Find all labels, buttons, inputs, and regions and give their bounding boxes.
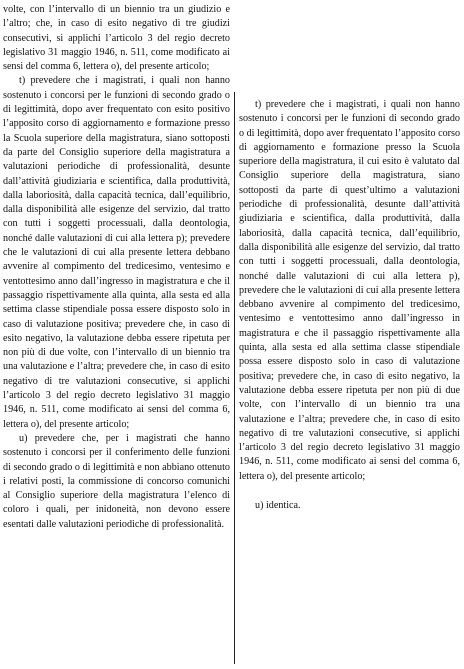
column-divider: [234, 92, 235, 664]
right-column: [239, 98, 460, 513]
right-paragraph-2: u) identica.: [255, 500, 301, 512]
left-column: [3, 3, 230, 532]
left-paragraph-2: t) prevedere che i magistrati, i quali non hanno sostenuto i concorsi per le funzioni di secondo grado o di legittimità, dopo aver frequentato con esito positivo l’apposito corso di aggiornamento e formazione presso la Scuola superiore della magistratura, siano sottoposti da parte del Consiglio superiore della magistratura a valutazioni periodiche di professionalità, desunte dall’attività giudiziaria e scientifica, dalla produttività, dalla laboriosità, dalla capacità tecnica, dall’equilibrio, dalla disponibilità alle esigenze del servizio, dal tratto con tutti i soggetti processuali, dalla deontologia, nonché dalle valutazioni di cui alla lettera p); prevedere che le valutazioni di cui alla presente lettera debbano avvenire al compimento del tredicesimo, ventesimo e ventottesimo anno dall’ingresso in magistratura e che il passaggio rispettivamente alla quinta, alla sesta ed alla settima classe stipendiale possa essere disposto solo in caso di valutazione positiva; prevedere che, in caso di esito negativo, la valutazione debba essere ripetuta per non più di due volte, con l’intervallo di un biennio tra una valutazione e l’altra; prevedere che, in caso di esito negativo di tre valutazioni consecutive, si applichi l’articolo 3 del regio decreto legislativo 31 maggio 1946, n. 511, come modificato ai sensi del comma 6, lettera o), del presente articolo;: [3, 75, 230, 430]
left-paragraph-1: volte, con l’intervallo di un biennio tra un giudizio e l’altro; che, in caso di esito negativo di tre giudizi consecutivi, si applichi l’articolo 3 del regio decreto legislativo 31 maggio 1946, n. 511, come modificato ai sensi del comma 6, lettera o), del presente articolo;: [3, 4, 230, 73]
left-paragraph-3: u) prevedere che, per i magistrati che hanno sostenuto i concorsi per il conferimento delle funzioni di secondo grado o di legittimità e non abbiano ottenuto i relativi posti, la commissione di concorso comunichi al Consiglio superiore della magistratura l’elenco di coloro i quali, per inidoneità, non devono essere esentati dalle valutazioni periodiche di professionalità.: [3, 432, 230, 530]
right-paragraph-1: t) prevedere che i magistrati, i quali non hanno sostenuto i concorsi per le funzioni di secondo grado o di legittimità, dopo aver frequentato l’apposito corso di aggiornamento e formazione presso la Scuola superiore della magistratura, il cui esito è valutato dal Consiglio superiore della magistratura, siano sottoposti da parte di quest’ultimo a valutazioni periodiche di professionalità, desunte dall’attività giudiziaria e scientifica, dalla produttività, dalla laboriosità, dalla capacità tecnica, dall’equilibrio, dalla disponibilità alle esigenze del servizio, dal tratto con tutti i soggetti processuali, dalla deontologia, nonché dalle valutazioni di cui alla lettera p), prevedere che le valutazioni di cui alla presente lettera debbano avvenire al compimento del tredicesimo, ventesimo e ventottesimo anno dall’ingresso in magistratura e che il passaggio rispettivamente alla quinta, alla sesta ed alla settima classe stipendiale possa essere disposto solo in caso di valutazione positiva; prevedere che, in caso di esito negativo, la valutazione debba essere ripetuta per non più di due volte, con l’intervallo di un biennio tra una valutazione e l’altra; prevedere che, in caso di esito negativo di tre valutazioni consecutive, si applichi l’articolo 3 del regio decreto legislativo 31 maggio 1946, n. 511, come modificato ai sensi del comma 6, lettera o), del presente articolo;: [239, 99, 461, 482]
